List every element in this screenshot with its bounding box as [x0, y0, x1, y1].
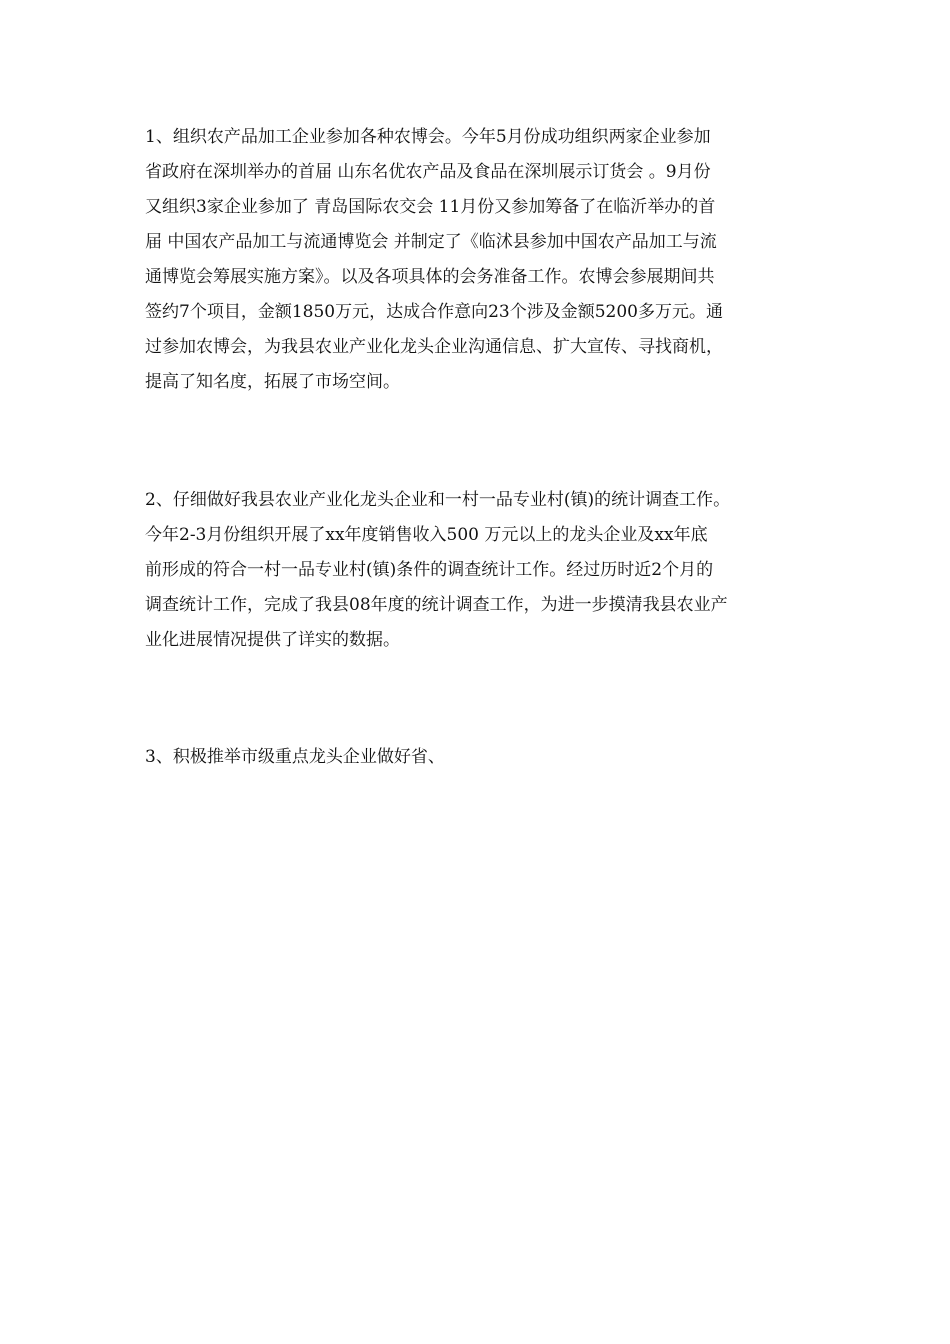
paragraph-1	[145, 120, 815, 400]
paragraph-3	[145, 740, 815, 775]
paragraph-line: 前形成的符合一村一品专业村(镇)条件的调查统计工作。经过历时近2个月的	[145, 560, 714, 580]
paragraph-line: 1、组织农产品加工企业参加各种农博会。今年5月份成功组织两家企业参加	[145, 127, 711, 147]
paragraph-line: 过参加农博会，为我县农业产业化龙头企业沟通信息、扩大宣传、寻找商机，	[145, 337, 723, 357]
paragraph-line: 今年2-3月份组织开展了xx年度销售收入500 万元以上的龙头企业及xx年底	[145, 525, 708, 545]
paragraph-line: 届 中国农产品加工与流通博览会 并制定了《临沭县参加中国农产品加工与流	[145, 232, 717, 252]
paragraph-line: 又组织3家企业参加了 青岛国际农交会 11月份又参加筹备了在临沂举办的首	[145, 197, 716, 217]
paragraph-2	[145, 483, 815, 658]
paragraph-line: 省政府在深圳举办的首届 山东名优农产品及食品在深圳展示订货会 。9月份	[145, 162, 711, 182]
paragraph-line: 通博览会筹展实施方案》。以及各项具体的会务准备工作。农博会参展期间共	[145, 267, 715, 287]
paragraph-line: 签约7个项目，金额1850万元，达成合作意向23个涉及金额5200多万元。通	[145, 302, 723, 322]
paragraph-line: 3、积极推举市级重点龙头企业做好省、	[145, 747, 445, 767]
paragraph-line: 2、仔细做好我县农业产业化龙头企业和一村一品专业村(镇)的统计调查工作。	[145, 490, 731, 510]
paragraph-line: 提高了知名度，拓展了市场空间。	[145, 372, 400, 392]
paragraph-line: 业化进展情况提供了详实的数据。	[145, 630, 400, 650]
paragraph-line: 调查统计工作，完成了我县08年度的统计调查工作，为进一步摸清我县农业产	[145, 595, 728, 615]
